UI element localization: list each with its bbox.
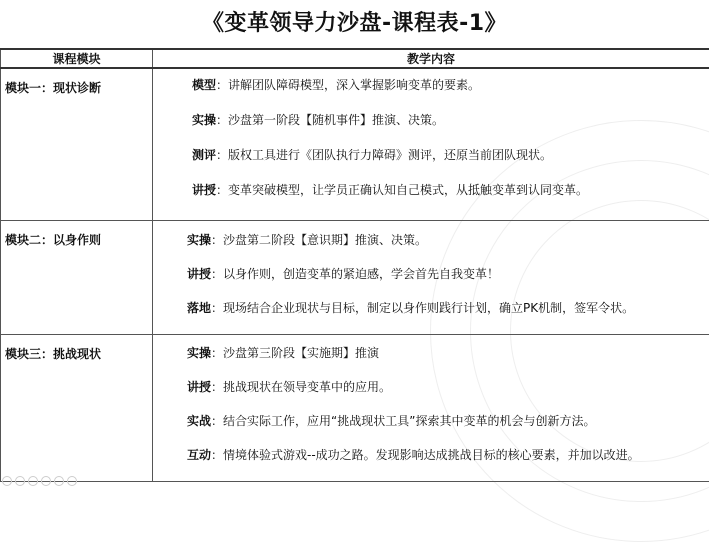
highlighter-icon[interactable] <box>41 476 51 486</box>
item-text: ：现场结合企业现状与目标，制定以身作则践行计划，确立PK机制，签军令状。 <box>211 301 634 315</box>
item-text: ：情境体验式游戏--成功之路。发现影响达成挑战目标的核心要素，并加以改进。 <box>211 448 640 462</box>
teaching-content <box>153 220 709 334</box>
item-tag: 测评 <box>192 148 216 162</box>
item-tag: 实战 <box>187 414 211 428</box>
list-item <box>187 447 709 463</box>
list-item <box>187 379 709 395</box>
item-tag: 模型 <box>192 78 216 92</box>
table-row <box>1 220 709 334</box>
table-header-row <box>1 49 709 68</box>
course-schedule-table <box>0 48 709 482</box>
item-text: ：沙盘第二阶段【意识期】推演、决策。 <box>211 233 427 247</box>
more-icon[interactable] <box>67 476 77 486</box>
item-text: ：挑战现状在领导变革中的应用。 <box>211 380 391 394</box>
list-item <box>187 300 709 316</box>
item-text: ：以身作则，创造变革的紧迫感，学会首先自我变革！ <box>211 267 499 281</box>
item-tag: 落地 <box>187 301 211 315</box>
module-name: 模块三：挑战现状 <box>1 334 153 481</box>
module-name: 模块二：以身作则 <box>1 220 153 334</box>
content-list <box>153 69 709 198</box>
item-text: ：沙盘第一阶段【随机事件】推演、决策。 <box>216 113 444 127</box>
presentation-toolbar <box>2 476 77 488</box>
next-icon[interactable] <box>15 476 25 486</box>
item-tag: 实操 <box>192 113 216 127</box>
pen-icon[interactable] <box>28 476 38 486</box>
item-tag: 讲授 <box>192 183 216 197</box>
item-text: ：结合实际工作，应用“挑战现状工具”探索其中变革的机会与创新方法。 <box>211 414 595 428</box>
content-list <box>153 221 709 316</box>
module-name: 模块一：现状诊断 <box>1 68 153 220</box>
column-header-content: 教学内容 <box>153 49 709 68</box>
item-tag: 实操 <box>187 233 211 247</box>
list-item <box>187 413 709 429</box>
item-tag: 讲授 <box>187 380 211 394</box>
item-text: ：变革突破模型，让学员正确认知自己模式，从抵触变革到认同变革。 <box>216 183 588 197</box>
item-text: ：沙盘第三阶段【实施期】推演 <box>211 346 379 360</box>
page-title: 《变革领导力沙盘-课程表-1》 <box>0 6 709 37</box>
list-item <box>192 112 709 128</box>
column-header-module: 课程模块 <box>1 49 153 68</box>
list-item <box>192 182 709 198</box>
item-text: ：讲解团队障碍模型，深入掌握影响变革的要素。 <box>216 78 480 92</box>
list-item <box>192 147 709 163</box>
item-text: ：版权工具进行《团队执行力障碍》测评，还原当前团队现状。 <box>216 148 552 162</box>
item-tag: 讲授 <box>187 267 211 281</box>
list-item <box>187 266 709 282</box>
item-tag: 实操 <box>187 346 211 360</box>
content-list <box>153 335 709 463</box>
table-row <box>1 334 709 481</box>
zoom-icon[interactable] <box>54 476 64 486</box>
list-item <box>187 345 709 361</box>
item-tag: 互动 <box>187 448 211 462</box>
teaching-content <box>153 334 709 481</box>
list-item <box>187 232 709 248</box>
table-row <box>1 68 709 220</box>
teaching-content <box>153 68 709 220</box>
list-item <box>192 77 709 93</box>
prev-icon[interactable] <box>2 476 12 486</box>
